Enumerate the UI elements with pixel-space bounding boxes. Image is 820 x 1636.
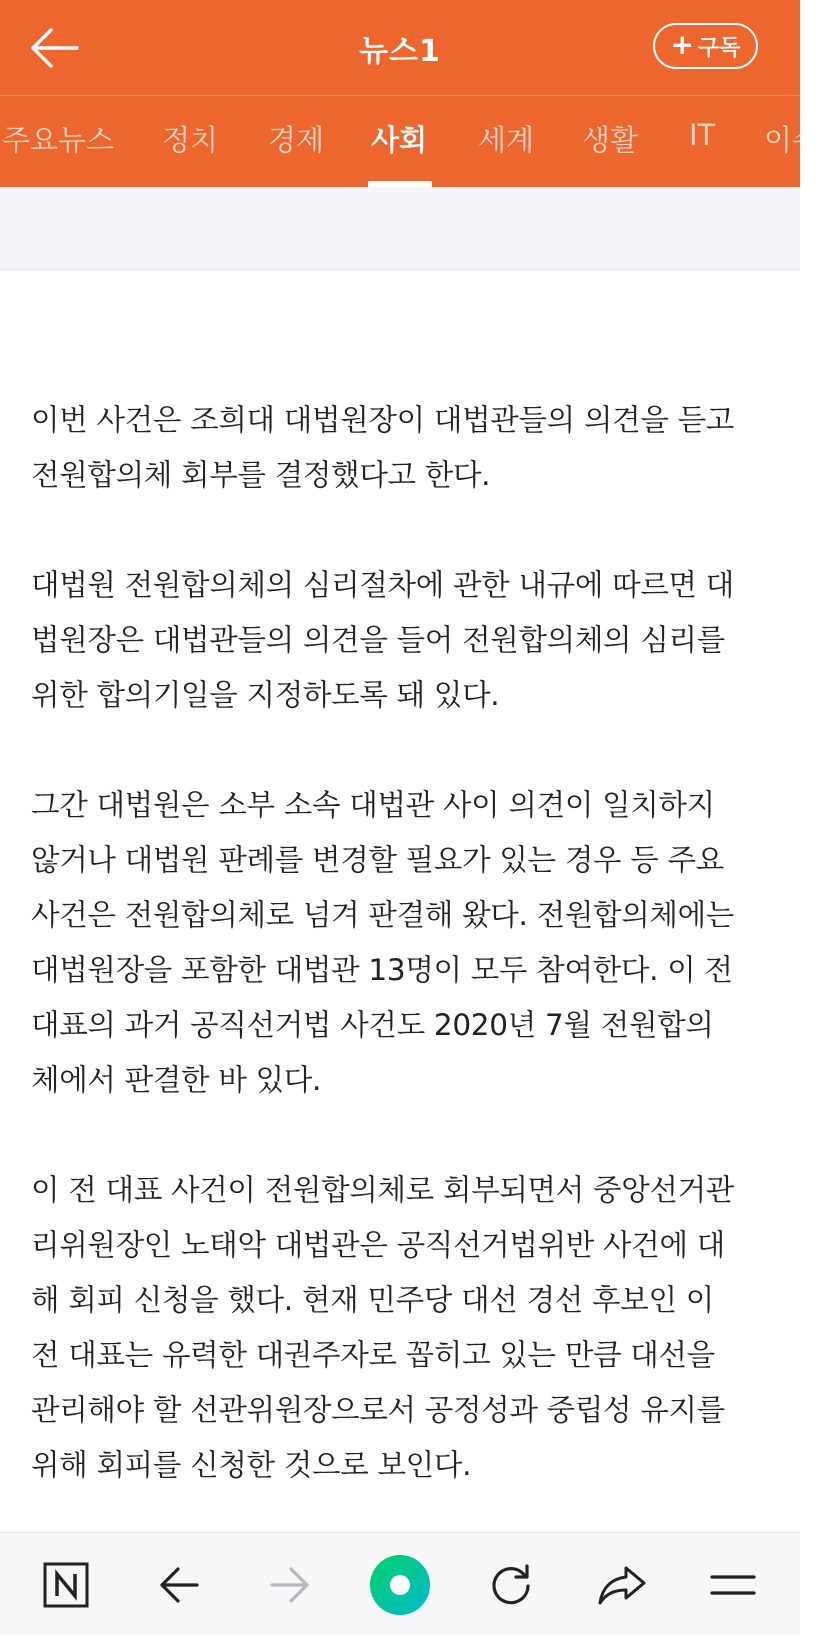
browser-forward-button[interactable] — [250, 1533, 330, 1636]
menu-button[interactable] — [693, 1533, 773, 1636]
menu-icon — [709, 1569, 757, 1601]
browser-back-button[interactable] — [139, 1533, 219, 1636]
naver-home-button[interactable] — [26, 1533, 106, 1636]
subscribe-label: 구독 — [697, 35, 741, 61]
text-line: 위한 합의기일을 지정하도록 돼 있다. — [31, 678, 500, 712]
browser-bottom-bar — [0, 1532, 800, 1635]
text-line: 이번 사건은 조희대 대법원장이 대법관들의 의견을 듣고 — [31, 403, 734, 437]
article-paragraph — [31, 393, 776, 503]
subscribe-button[interactable] — [653, 23, 758, 69]
article-body — [31, 393, 776, 1548]
title-bar — [0, 0, 800, 96]
refresh-icon — [487, 1561, 535, 1609]
text-line: 전 대표는 유력한 대권주자로 꼽히고 있는 만큼 대선을 — [31, 1338, 715, 1372]
text-line: 그간 대법원은 소부 소속 대법관 사이 의견이 일치하지 — [31, 788, 715, 822]
tab-main-news[interactable]: 주요뉴스 — [2, 123, 115, 157]
text-line: 해 회피 신청을 했다. 현재 민주당 대선 경선 후보인 이 — [31, 1283, 714, 1317]
text-line: 관리해야 할 선관위원장으로서 공정성과 중립성 유지를 — [31, 1393, 725, 1427]
share-icon — [596, 1563, 648, 1607]
naver-n-icon — [42, 1561, 90, 1609]
text-line: 체에서 판결한 바 있다. — [31, 1063, 322, 1097]
text-line: 대표의 과거 공직선거법 사건도 2020년 7월 전원합의 — [31, 1008, 714, 1042]
tab-issue[interactable]: 이슈 — [764, 123, 820, 157]
tab-economy[interactable]: 경제 — [268, 123, 325, 157]
green-dot-home-icon — [368, 1553, 432, 1617]
tab-world[interactable]: 세계 — [478, 123, 535, 157]
green-dot-button[interactable] — [360, 1533, 440, 1636]
top-header — [0, 0, 820, 187]
text-line: 대법원 전원합의체의 심리절차에 관한 내규에 따르면 대 — [31, 568, 734, 602]
text-line: 사건은 전원합의체로 넘겨 판결해 왔다. 전원합의체에는 — [31, 898, 734, 932]
text-line: 리위원장인 노태악 대법관은 공직선거법위반 사건에 대 — [31, 1228, 725, 1262]
refresh-button[interactable] — [471, 1533, 551, 1636]
text-line: 이 전 대표 사건이 전원합의체로 회부되면서 중앙선거관 — [31, 1173, 734, 1207]
tab-life[interactable]: 생활 — [582, 123, 639, 157]
forward-arrow-icon — [268, 1565, 312, 1605]
ad-placeholder-band — [0, 187, 800, 270]
text-line: 위해 회피를 신청한 것으로 보인다. — [31, 1448, 472, 1482]
page-title: 뉴스1 — [359, 34, 441, 69]
back-arrow-icon — [157, 1565, 201, 1605]
tab-it[interactable]: IT — [689, 118, 716, 152]
article-paragraph — [31, 558, 776, 723]
plus-icon: + — [670, 27, 694, 61]
category-tabs — [0, 96, 820, 187]
tab-politics[interactable]: 정치 — [162, 123, 219, 157]
text-line: 대법원장을 포함한 대법관 13명이 모두 참여한다. 이 전 — [31, 953, 733, 987]
text-line: 전원합의체 회부를 결정했다고 한다. — [31, 458, 491, 492]
tab-society[interactable]: 사회 — [371, 123, 428, 157]
share-button[interactable] — [582, 1533, 662, 1636]
text-line: 법원장은 대법관들의 의견을 들어 전원합의체의 심리를 — [31, 623, 725, 657]
article-paragraph — [31, 1163, 776, 1493]
article-paragraph — [31, 778, 776, 1108]
text-line: 않거나 대법원 판례를 변경할 필요가 있는 경우 등 주요 — [31, 843, 724, 877]
